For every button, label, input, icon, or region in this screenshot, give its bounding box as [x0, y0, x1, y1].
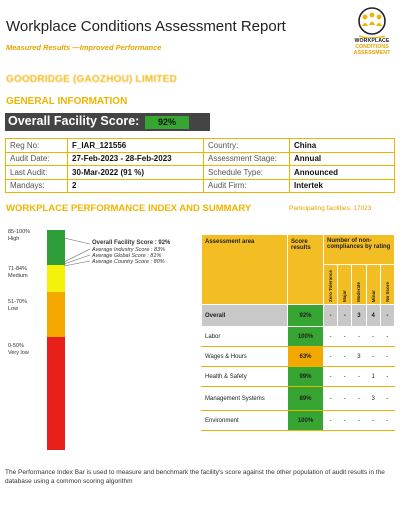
band-range: 51-70%	[8, 299, 27, 305]
band-range: 85-100%	[8, 229, 31, 235]
nc-count: -	[324, 305, 338, 327]
band-name: Very low	[8, 350, 29, 356]
info-key: Mandays:	[6, 179, 68, 193]
col-assessment-area: Assessment area	[202, 235, 288, 305]
legend-leader-lines	[60, 236, 92, 272]
band-label-low	[8, 299, 27, 313]
info-key: Assessment Stage:	[204, 152, 290, 166]
band-range: 0-50%	[8, 343, 24, 349]
area-score: 63%	[288, 347, 324, 367]
band-label-very-low	[8, 343, 29, 357]
nc-count: -	[324, 387, 338, 411]
area-name: Labor	[202, 327, 288, 347]
nc-count: -	[338, 387, 352, 411]
general-information-heading: GENERAL INFORMATION	[6, 96, 128, 107]
nc-count: -	[324, 411, 338, 431]
nc-count: 4	[366, 305, 380, 327]
area-name: Environment	[202, 411, 288, 431]
area-score: 89%	[288, 387, 324, 411]
nc-count: -	[380, 347, 394, 367]
nc-count: -	[324, 367, 338, 387]
area-score: 100%	[288, 411, 324, 431]
band-low	[47, 292, 65, 337]
info-value: 30-Mar-2022 (91 %)	[68, 166, 204, 180]
overall-score-bar	[5, 113, 210, 131]
info-value: F_IAR_121556	[68, 139, 204, 153]
info-row	[6, 166, 395, 180]
band-name: Medium	[8, 273, 28, 279]
area-name: Overall	[202, 305, 288, 327]
general-info-table	[5, 138, 395, 193]
info-key: Reg No:	[6, 139, 68, 153]
table-row	[202, 327, 395, 347]
participating-facilities: Participating facilities: 17023	[289, 205, 372, 212]
nc-count: -	[380, 387, 394, 411]
nc-count: 3	[352, 347, 366, 367]
info-key: Audit Firm:	[204, 179, 290, 193]
nc-count: -	[380, 305, 394, 327]
area-name: Management Systems	[202, 387, 288, 411]
band-very-low	[47, 337, 65, 450]
nc-count: -	[352, 367, 366, 387]
rating-no-score: No Score	[384, 282, 390, 302]
band-name: Low	[8, 306, 19, 312]
logo-line-3: ASSESSMENT	[353, 50, 391, 56]
wca-logo	[346, 6, 398, 62]
logo-line-2: CONDITIONS	[355, 44, 389, 50]
nc-count: -	[352, 411, 366, 431]
info-value: Intertek	[290, 179, 395, 193]
table-row	[202, 387, 395, 411]
rating-zero-tolerance: Zero Tolerance	[328, 270, 334, 302]
info-key: Schedule Type:	[204, 166, 290, 180]
nc-count: -	[338, 347, 352, 367]
nc-count: -	[380, 411, 394, 431]
nc-count: -	[324, 327, 338, 347]
nc-count: -	[366, 347, 380, 367]
nc-count: -	[380, 367, 394, 387]
info-value: Annual	[290, 152, 395, 166]
legend-overall: Overall Facility Score : 92%	[92, 240, 171, 246]
info-value: China	[290, 139, 395, 153]
table-row	[202, 367, 395, 387]
table-row-overall	[202, 305, 395, 327]
nc-count: -	[338, 411, 352, 431]
band-name: High	[8, 236, 20, 242]
performance-summary-table	[201, 234, 395, 431]
legend-country: Average Country Score : 80%	[92, 259, 165, 265]
info-value: Announced	[290, 166, 395, 180]
rating-minor: Minor	[370, 289, 376, 302]
info-row	[6, 179, 395, 193]
area-score: 92%	[288, 305, 324, 327]
info-row	[6, 152, 395, 166]
nc-count: -	[352, 327, 366, 347]
logo-line-1: WORKPLACE	[354, 38, 390, 44]
nc-count: -	[338, 305, 352, 327]
info-key: Audit Date:	[6, 152, 68, 166]
info-key: Country:	[204, 139, 290, 153]
legend-industry: Average Industry Score : 83%	[92, 247, 165, 253]
nc-count: 1	[366, 367, 380, 387]
col-score-results: Score results	[288, 235, 324, 305]
report-subtitle: Measured Results —Improved Performance	[6, 43, 162, 52]
rating-major: Major	[342, 289, 348, 302]
band-range: 71-84%	[8, 266, 27, 272]
info-value: 2	[68, 179, 204, 193]
area-score: 99%	[288, 367, 324, 387]
band-label-high	[8, 229, 30, 243]
people-circle-logo-icon	[355, 6, 389, 38]
area-name: Wages & Hours	[202, 347, 288, 367]
overall-score-label: Overall Facility Score:	[8, 114, 140, 128]
nc-count: -	[366, 327, 380, 347]
nc-count: -	[380, 327, 394, 347]
band-label-medium	[8, 266, 28, 280]
performance-heading: WORKPLACE PERFORMANCE INDEX AND SUMMARY	[6, 203, 252, 214]
table-header-row	[202, 235, 395, 265]
legend-global: Average Global Score : 81%	[92, 253, 162, 259]
nc-count: 3	[352, 305, 366, 327]
info-key: Last Audit:	[6, 166, 68, 180]
company-name: GOODRIDGE (GAOZHOU) LIMITED	[6, 74, 177, 85]
info-row	[6, 139, 395, 153]
table-row	[202, 347, 395, 367]
area-name: Health & Safety	[202, 367, 288, 387]
rating-moderate: Moderate	[356, 281, 362, 302]
table-row	[202, 411, 395, 431]
footer-note: The Performance Index Bar is used to measure and benchmark the facility's score against the other population of audit results in the database using a common scoring algorithm	[5, 469, 385, 485]
nc-count: -	[338, 327, 352, 347]
nc-count: -	[324, 347, 338, 367]
col-non-compliances: Number of non-compliances by rating	[324, 235, 395, 265]
info-value: 27-Feb-2023 - 28-Feb-2023	[68, 152, 204, 166]
report-title: Workplace Conditions Assessment Report	[6, 18, 286, 35]
nc-count: -	[366, 411, 380, 431]
nc-count: -	[338, 367, 352, 387]
overall-score-value: 92%	[145, 116, 189, 129]
nc-count: 3	[366, 387, 380, 411]
nc-count: -	[352, 387, 366, 411]
area-score: 100%	[288, 327, 324, 347]
